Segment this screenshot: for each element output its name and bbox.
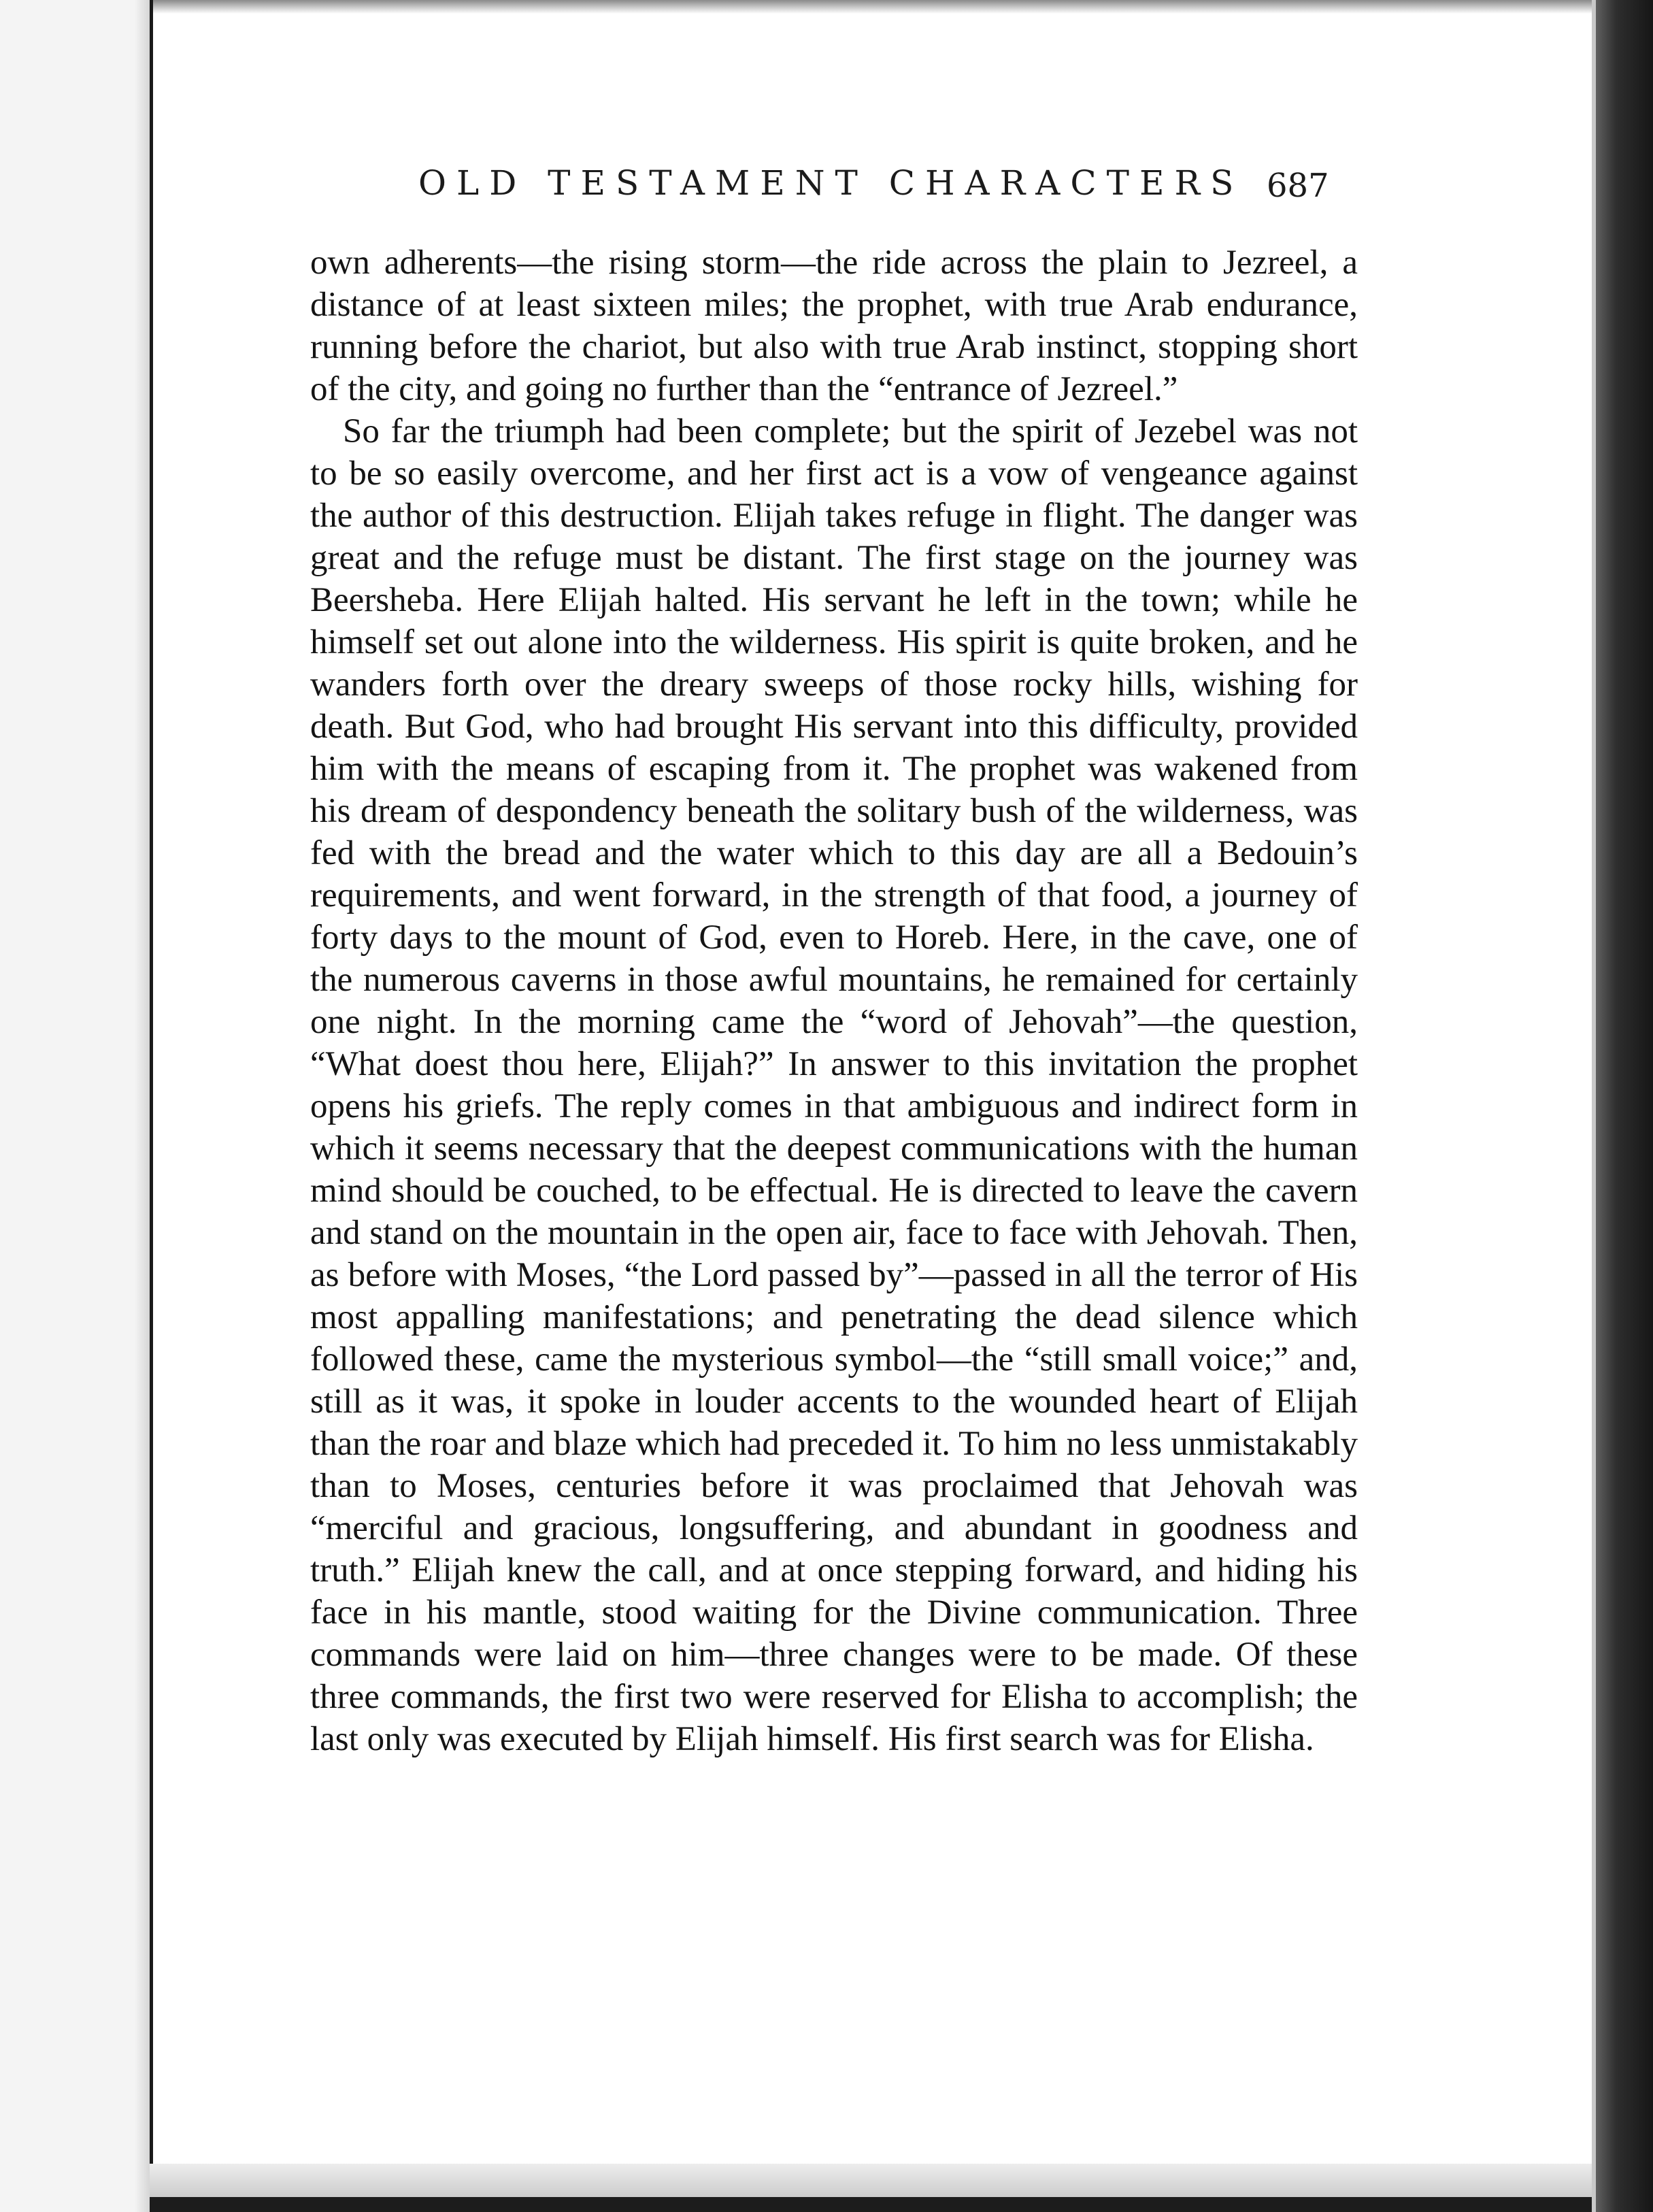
right-page-shadow [1592, 0, 1653, 2212]
bottom-page-shadow [150, 2164, 1653, 2212]
paragraph-1: own adherents—the rising storm—the ride across the plain to Jezreel, a distance of at least sixteen miles; the prophet, with true Arab endurance, running before the chariot, but also with true Arab instinct, stopping short of the city, and going no further than the “entrance of Jezreel.” [310, 244, 1358, 408]
top-scan-edge [0, 0, 1653, 14]
paragraph-2: So far the triumph had been complete; but the spirit of Jezebel was not to be so easily overcome, and her first act is a vow of vengeance against the author of this destruction. Elijah takes refuge in flight. The danger was great and the refuge must be distant. The first stage on the journey was Beersheba. Here Elijah halted. His servant he left in the town; while he himself set out alone into the wilderness. His spirit is quite broken, and he wanders forth over the dreary sweeps of those rocky hills, wishing for death. But God, who had brought His servant into this difficulty, provided him with the means of escaping from it. The prophet was wakened from his dream of despondency beneath the solitary bush of the wilderness, was fed with the bread and the water which to this day are all a Bedouin’s requirements, and went forward, in the strength of that food, a journey of forty days to the mount of God, even to Horeb. Here, in the cave, one of the numerous caverns in those awful mountains, he remained for certainly one night. In the morning came the “word of Jehovah”—the question, “What doest thou here, Elijah?” In answer to this invitation the prophet opens his griefs. The reply comes in that ambiguous and indirect form in which it seems necessary that the deepest communications with the human mind should be couched, to be effectual. He is directed to leave the cavern and stand on the mountain in the open air, face to face with Jehovah. Then, as before with Moses, “the Lord passed by”—passed in all the terror of His most appalling manifestations; and penetrating the dead silence which followed these, came the mysterious symbol—the “still small voice;” and, still as it was, it spoke in louder accents to the wounded heart of Elijah than the roar and blaze which had preceded it. To him no less unmistakably than to Moses, centuries before it was proclaimed that Jehovah was “merciful and gracious, longsuffering, and abundant in goodness and truth.” Elijah knew the call, and at once stepping forward, and hiding his face in his mantle, stood waiting for the Divine communication. Three commands were laid on him—three changes were to be made. Of these three commands, the first two were reserved for Elisha to accomplish; the last only was executed by Elijah himself. His first search was for Elisha. [310, 412, 1358, 1758]
page-number: 687 [1267, 167, 1329, 205]
body-text [310, 242, 1358, 1760]
running-head: OLD TESTAMENT CHARACTERS [418, 163, 1244, 203]
facing-page-edge [0, 0, 153, 2212]
